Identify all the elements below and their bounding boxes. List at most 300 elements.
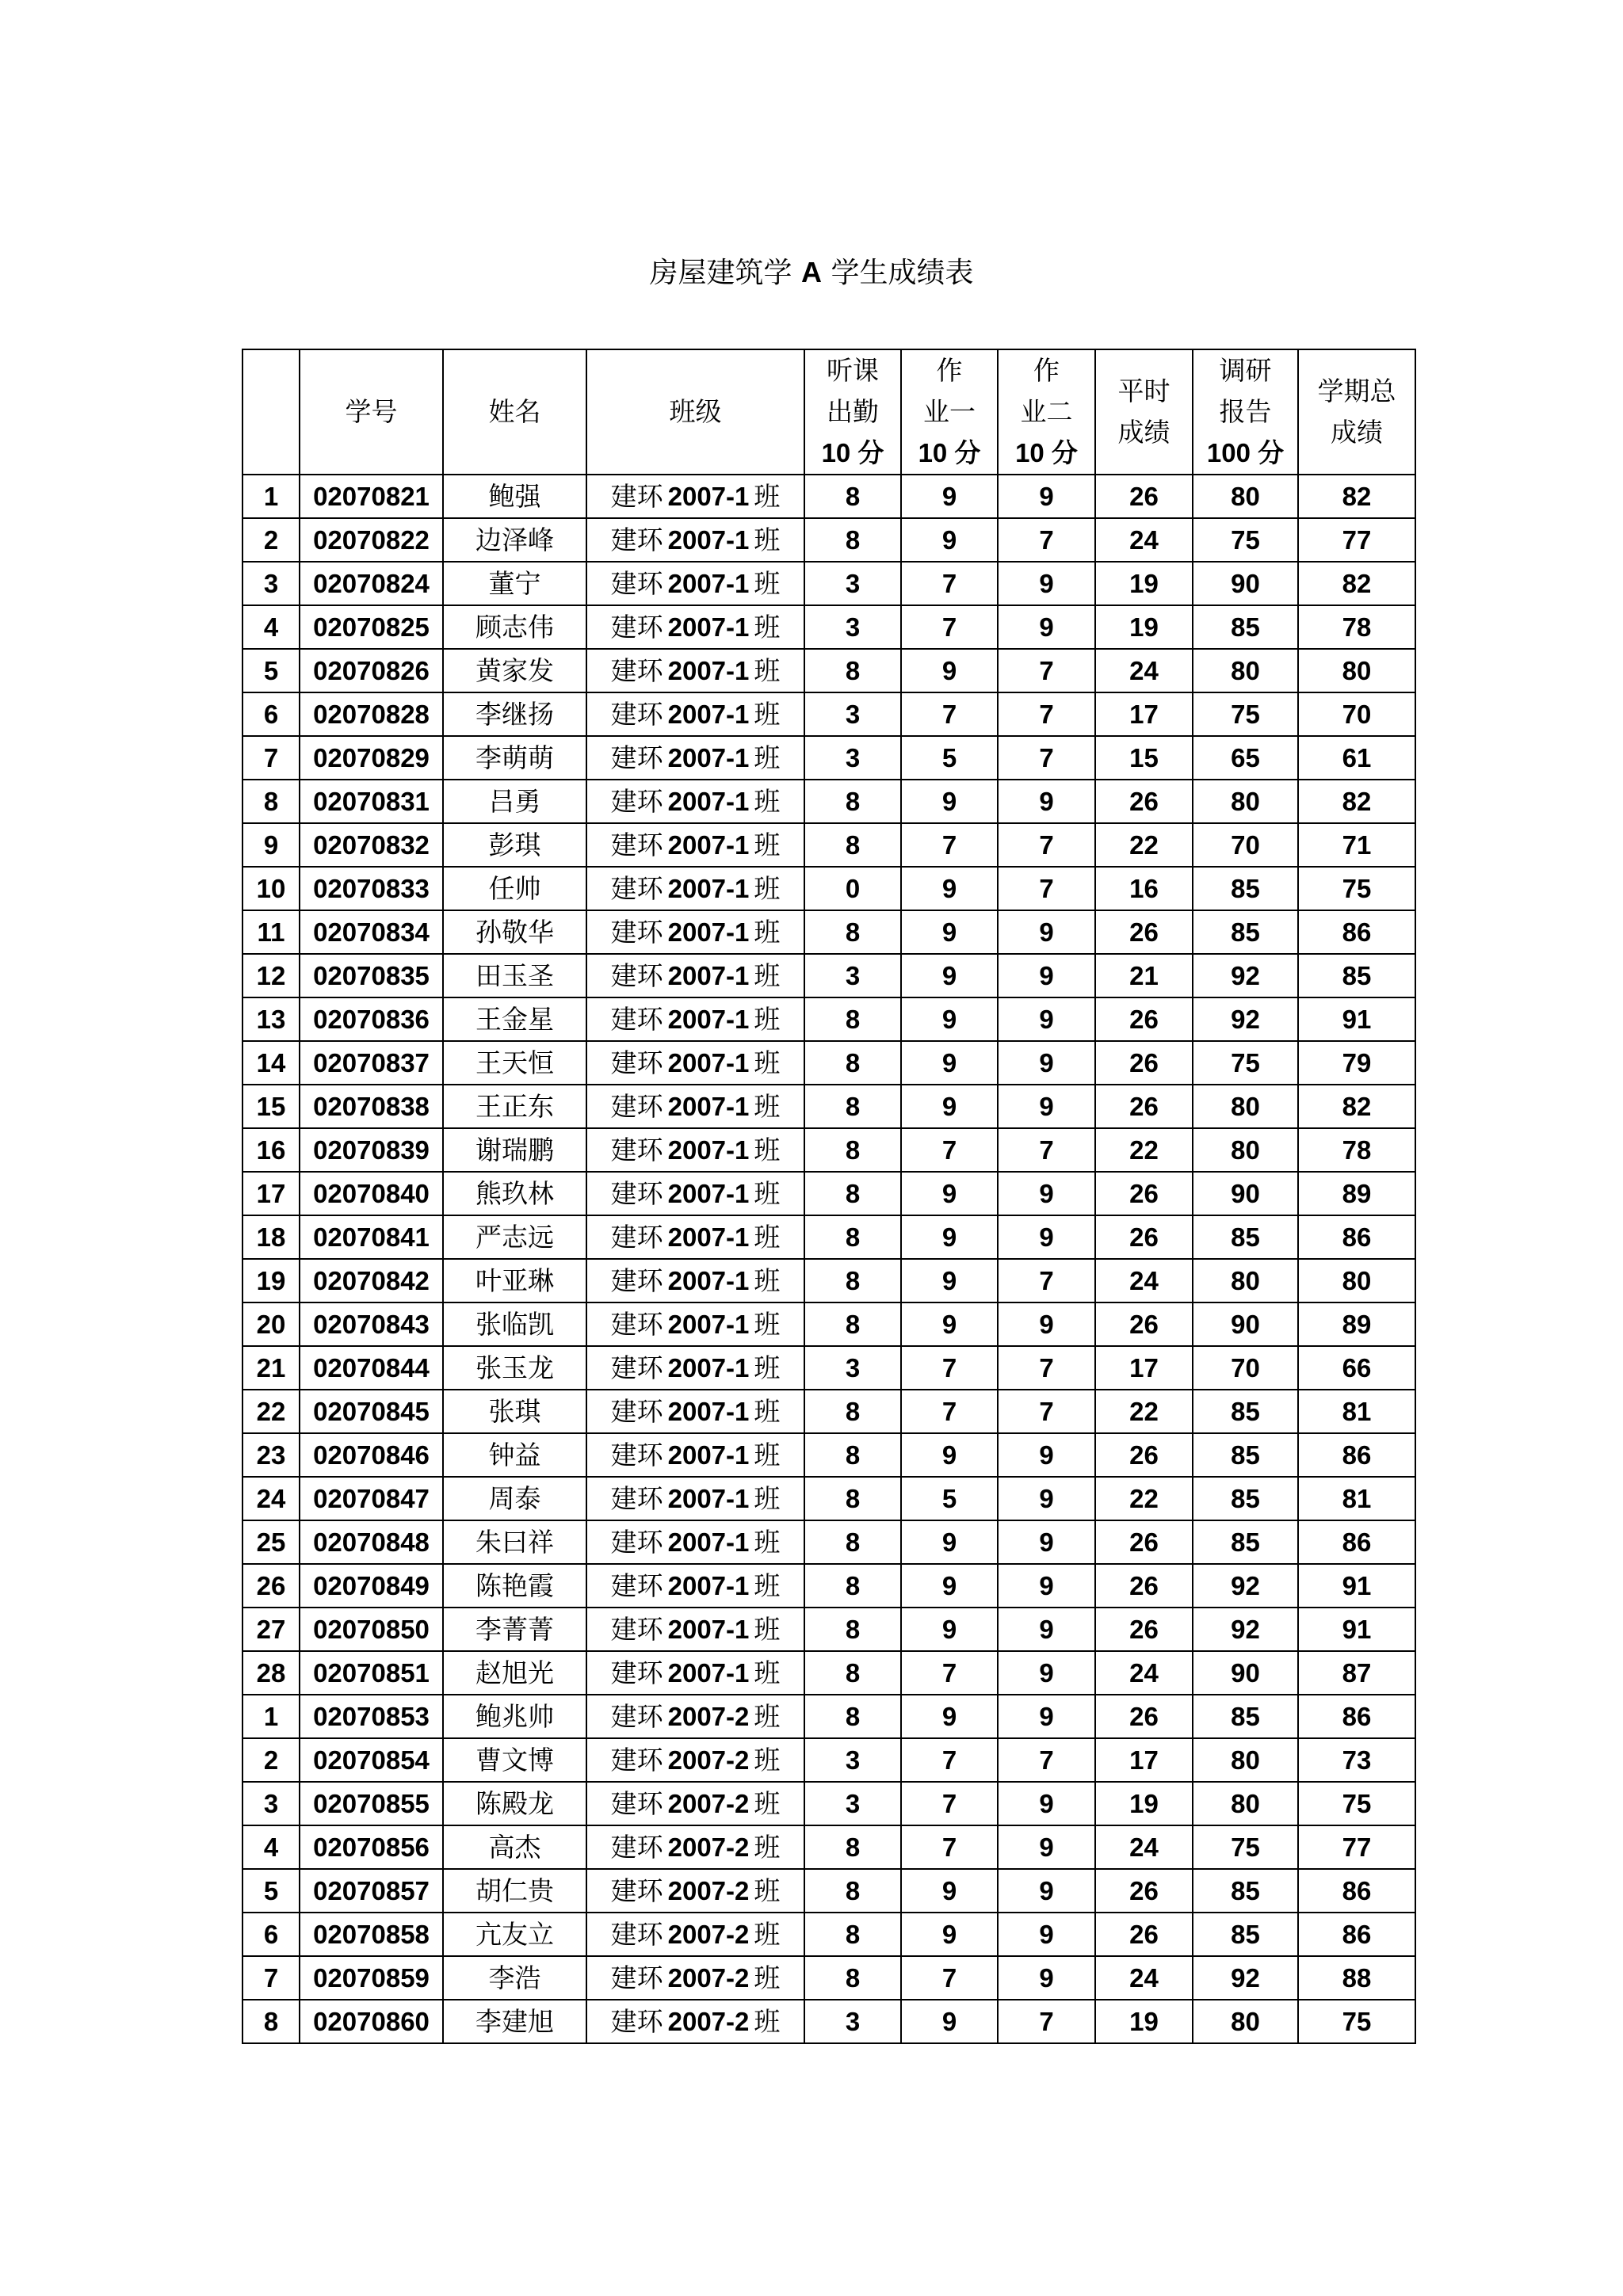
title-letter: A: [801, 256, 822, 288]
cell-homework-2: 7: [998, 1346, 1095, 1390]
cell-report-score: 90: [1193, 1302, 1298, 1346]
cell-attendance: 8: [804, 1172, 901, 1215]
cell-class: [586, 562, 804, 605]
cell-attendance: 3: [804, 562, 901, 605]
table-row: [242, 1302, 1415, 1346]
cell-homework-2: 7: [998, 736, 1095, 780]
class-suffix: 班: [754, 1832, 781, 1863]
cell-regular-score: 21: [1095, 954, 1193, 997]
header-homework-1-line: 业一: [923, 396, 976, 427]
cell-homework-1: 9: [901, 910, 998, 954]
cell-name: 李菁菁: [443, 1608, 586, 1651]
cell-regular-score: 26: [1095, 1869, 1193, 1913]
class-suffix: 班: [754, 481, 781, 512]
class-suffix: 班: [754, 1265, 781, 1296]
cell-student-id: 02070850: [300, 1608, 443, 1651]
class-prefix: 建环: [610, 699, 663, 730]
class-prefix: 建环: [610, 1527, 663, 1558]
cell-regular-score: 26: [1095, 1564, 1193, 1608]
cell-homework-1: 7: [901, 1782, 998, 1825]
table-row: [242, 1215, 1415, 1259]
cell-index: 4: [242, 605, 300, 649]
class-year: 2007-2: [667, 1920, 750, 1949]
class-prefix: 建环: [610, 1091, 663, 1122]
cell-final-score: 75: [1298, 867, 1415, 910]
cell-regular-score: 26: [1095, 997, 1193, 1041]
cell-report-score: 75: [1193, 518, 1298, 562]
cell-attendance: 8: [804, 1869, 901, 1913]
table-row: [242, 1128, 1415, 1172]
cell-report-score: 92: [1193, 954, 1298, 997]
cell-homework-2: 9: [998, 1913, 1095, 1956]
cell-regular-score: 26: [1095, 1172, 1193, 1215]
cell-index: 24: [242, 1477, 300, 1520]
cell-class: [586, 1738, 804, 1782]
cell-final-score: 71: [1298, 823, 1415, 867]
cell-homework-1: 7: [901, 605, 998, 649]
table-row: [242, 1913, 1415, 1956]
table-row: [242, 954, 1415, 997]
cell-homework-1: 7: [901, 1346, 998, 1390]
class-year: 2007-1: [667, 612, 750, 642]
cell-student-id: 02070825: [300, 605, 443, 649]
header-homework-1-line: 作: [936, 355, 963, 386]
cell-homework-2: 9: [998, 1608, 1095, 1651]
cell-final-score: 86: [1298, 910, 1415, 954]
class-year: 2007-1: [667, 482, 750, 511]
cell-index: 2: [242, 1738, 300, 1782]
cell-index: 15: [242, 1085, 300, 1128]
cell-name: 陈殿龙: [443, 1782, 586, 1825]
table-row: [242, 605, 1415, 649]
class-prefix: 建环: [610, 917, 663, 948]
header-report-score: [1193, 349, 1298, 475]
cell-class: [586, 1695, 804, 1738]
cell-attendance: 8: [804, 1608, 901, 1651]
class-prefix: 建环: [610, 524, 663, 555]
class-suffix: 班: [754, 1440, 781, 1470]
cell-homework-1: 9: [901, 1913, 998, 1956]
cell-homework-2: 7: [998, 649, 1095, 692]
table-row: [242, 1259, 1415, 1302]
class-year: 2007-2: [667, 1702, 750, 1731]
class-suffix: 班: [754, 1570, 781, 1601]
cell-class: [586, 1825, 804, 1869]
cell-final-score: 86: [1298, 1913, 1415, 1956]
table-row: [242, 1782, 1415, 1825]
table-row: [242, 736, 1415, 780]
cell-index: 3: [242, 562, 300, 605]
table-row: [242, 1738, 1415, 1782]
table-header-row: [242, 349, 1415, 475]
cell-student-id: 02070838: [300, 1085, 443, 1128]
cell-homework-1: 9: [901, 1608, 998, 1651]
class-prefix: 建环: [610, 1222, 663, 1253]
class-year: 2007-1: [667, 787, 750, 816]
cell-final-score: 78: [1298, 605, 1415, 649]
cell-homework-1: 7: [901, 692, 998, 736]
cell-homework-2: 9: [998, 1302, 1095, 1346]
cell-report-score: 85: [1193, 1913, 1298, 1956]
cell-final-score: 88: [1298, 1956, 1415, 2000]
cell-final-score: 81: [1298, 1477, 1415, 1520]
cell-report-score: 75: [1193, 692, 1298, 736]
cell-attendance: 8: [804, 1477, 901, 1520]
cell-class: [586, 1956, 804, 2000]
cell-index: 23: [242, 1433, 300, 1477]
cell-regular-score: 26: [1095, 475, 1193, 518]
cell-homework-1: 7: [901, 1128, 998, 1172]
cell-student-id: 02070858: [300, 1913, 443, 1956]
cell-regular-score: 26: [1095, 1041, 1193, 1085]
cell-attendance: 0: [804, 867, 901, 910]
table-row: [242, 1520, 1415, 1564]
class-year: 2007-1: [667, 1092, 750, 1121]
cell-index: 1: [242, 1695, 300, 1738]
cell-class: [586, 1913, 804, 1956]
cell-index: 21: [242, 1346, 300, 1390]
table-row: [242, 1956, 1415, 2000]
class-year: 2007-1: [667, 1440, 750, 1470]
cell-homework-2: 9: [998, 997, 1095, 1041]
class-year: 2007-1: [667, 1571, 750, 1600]
cell-index: 28: [242, 1651, 300, 1695]
header-regular-score-line: 平时: [1117, 376, 1170, 406]
cell-homework-2: 7: [998, 1390, 1095, 1433]
cell-final-score: 82: [1298, 1085, 1415, 1128]
class-year: 2007-1: [667, 874, 750, 903]
header-class-line: 班级: [669, 396, 722, 427]
cell-homework-1: 7: [901, 823, 998, 867]
class-year: 2007-1: [667, 917, 750, 947]
class-suffix: 班: [754, 960, 781, 991]
cell-final-score: 86: [1298, 1520, 1415, 1564]
page-title: [0, 252, 1623, 294]
cell-final-score: 85: [1298, 954, 1415, 997]
class-prefix: 建环: [610, 1919, 663, 1950]
cell-name: 董宁: [443, 562, 586, 605]
header-report-score-line: 100 分: [1206, 438, 1285, 467]
cell-student-id: 02070856: [300, 1825, 443, 1869]
cell-homework-1: 7: [901, 1390, 998, 1433]
cell-homework-2: 9: [998, 1215, 1095, 1259]
cell-name: 王正东: [443, 1085, 586, 1128]
cell-regular-score: 24: [1095, 1259, 1193, 1302]
class-suffix: 班: [754, 1788, 781, 1819]
class-prefix: 建环: [610, 1483, 663, 1514]
cell-homework-1: 9: [901, 1869, 998, 1913]
class-year: 2007-1: [667, 569, 750, 598]
cell-attendance: 3: [804, 736, 901, 780]
cell-index: 27: [242, 1608, 300, 1651]
cell-attendance: 8: [804, 1564, 901, 1608]
cell-regular-score: 26: [1095, 1302, 1193, 1346]
table-row: [242, 997, 1415, 1041]
cell-regular-score: 26: [1095, 910, 1193, 954]
cell-student-id: 02070841: [300, 1215, 443, 1259]
cell-final-score: 86: [1298, 1869, 1415, 1913]
cell-homework-2: 7: [998, 692, 1095, 736]
cell-name: 李萌萌: [443, 736, 586, 780]
class-prefix: 建环: [610, 1135, 663, 1165]
cell-class: [586, 1782, 804, 1825]
class-year: 2007-1: [667, 1222, 750, 1252]
cell-index: 9: [242, 823, 300, 867]
cell-attendance: 8: [804, 1390, 901, 1433]
cell-class: [586, 780, 804, 823]
cell-student-id: 02070854: [300, 1738, 443, 1782]
cell-report-score: 80: [1193, 1782, 1298, 1825]
cell-homework-1: 7: [901, 1738, 998, 1782]
class-year: 2007-1: [667, 830, 750, 860]
class-year: 2007-2: [667, 2007, 750, 2036]
cell-homework-1: 9: [901, 518, 998, 562]
class-suffix: 班: [754, 612, 781, 643]
cell-attendance: 8: [804, 1956, 901, 2000]
cell-class: [586, 2000, 804, 2043]
cell-class: [586, 1346, 804, 1390]
cell-attendance: 8: [804, 1085, 901, 1128]
class-year: 2007-1: [667, 1397, 750, 1426]
cell-regular-score: 22: [1095, 1128, 1193, 1172]
cell-student-id: 02070857: [300, 1869, 443, 1913]
cell-class: [586, 1608, 804, 1651]
cell-report-score: 70: [1193, 823, 1298, 867]
class-suffix: 班: [754, 1352, 781, 1383]
cell-report-score: 80: [1193, 1259, 1298, 1302]
cell-name: 黄家发: [443, 649, 586, 692]
cell-report-score: 85: [1193, 1477, 1298, 1520]
class-year: 2007-1: [667, 1179, 750, 1208]
cell-homework-2: 7: [998, 823, 1095, 867]
cell-student-id: 02070839: [300, 1128, 443, 1172]
class-prefix: 建环: [610, 1745, 663, 1775]
cell-report-score: 92: [1193, 997, 1298, 1041]
cell-final-score: 75: [1298, 1782, 1415, 1825]
cell-homework-1: 9: [901, 1085, 998, 1128]
header-final-score: [1298, 349, 1415, 475]
cell-homework-1: 9: [901, 954, 998, 997]
cell-homework-2: 9: [998, 1695, 1095, 1738]
cell-name: 胡仁贵: [443, 1869, 586, 1913]
table-row: [242, 910, 1415, 954]
cell-regular-score: 15: [1095, 736, 1193, 780]
cell-student-id: 02070821: [300, 475, 443, 518]
cell-student-id: 02070824: [300, 562, 443, 605]
class-suffix: 班: [754, 1309, 781, 1340]
table-row: [242, 1651, 1415, 1695]
class-suffix: 班: [754, 1875, 781, 1906]
cell-class: [586, 954, 804, 997]
cell-class: [586, 1041, 804, 1085]
class-suffix: 班: [754, 655, 781, 686]
cell-report-score: 85: [1193, 1390, 1298, 1433]
cell-index: 25: [242, 1520, 300, 1564]
class-prefix: 建环: [610, 2006, 663, 2037]
cell-report-score: 80: [1193, 780, 1298, 823]
cell-attendance: 3: [804, 2000, 901, 2043]
cell-report-score: 80: [1193, 649, 1298, 692]
cell-homework-1: 9: [901, 2000, 998, 2043]
cell-name: 鲍强: [443, 475, 586, 518]
cell-final-score: 70: [1298, 692, 1415, 736]
class-prefix: 建环: [610, 655, 663, 686]
header-homework-2-line: 10 分: [1015, 438, 1078, 467]
cell-student-id: 02070829: [300, 736, 443, 780]
cell-homework-2: 7: [998, 867, 1095, 910]
cell-homework-1: 9: [901, 1041, 998, 1085]
cell-report-score: 92: [1193, 1564, 1298, 1608]
cell-report-score: 80: [1193, 2000, 1298, 2043]
cell-student-id: 02070836: [300, 997, 443, 1041]
class-year: 2007-1: [667, 1484, 750, 1513]
cell-student-id: 02070835: [300, 954, 443, 997]
cell-regular-score: 19: [1095, 1782, 1193, 1825]
cell-homework-2: 9: [998, 954, 1095, 997]
cell-regular-score: 19: [1095, 605, 1193, 649]
class-suffix: 班: [754, 786, 781, 817]
cell-regular-score: 26: [1095, 1085, 1193, 1128]
cell-index: 2: [242, 518, 300, 562]
table-row: [242, 1172, 1415, 1215]
cell-class: [586, 867, 804, 910]
class-year: 2007-1: [667, 1048, 750, 1077]
cell-student-id: 02070831: [300, 780, 443, 823]
cell-class: [586, 1390, 804, 1433]
class-suffix: 班: [754, 1962, 781, 1993]
class-year: 2007-1: [667, 525, 750, 555]
cell-homework-2: 9: [998, 605, 1095, 649]
cell-index: 26: [242, 1564, 300, 1608]
cell-attendance: 8: [804, 1259, 901, 1302]
cell-regular-score: 26: [1095, 780, 1193, 823]
cell-regular-score: 22: [1095, 1390, 1193, 1433]
header-student-id-line: 学号: [345, 396, 398, 427]
cell-attendance: 8: [804, 475, 901, 518]
class-suffix: 班: [754, 568, 781, 599]
cell-attendance: 3: [804, 692, 901, 736]
cell-attendance: 3: [804, 605, 901, 649]
cell-regular-score: 26: [1095, 1215, 1193, 1259]
cell-regular-score: 26: [1095, 1695, 1193, 1738]
cell-final-score: 86: [1298, 1215, 1415, 1259]
cell-regular-score: 17: [1095, 692, 1193, 736]
cell-class: [586, 1651, 804, 1695]
cell-class: [586, 1302, 804, 1346]
class-year: 2007-1: [667, 1135, 750, 1165]
cell-class: [586, 1215, 804, 1259]
cell-student-id: 02070826: [300, 649, 443, 692]
cell-report-score: 85: [1193, 1869, 1298, 1913]
class-prefix: 建环: [610, 873, 663, 904]
class-year: 2007-1: [667, 1005, 750, 1034]
cell-student-id: 02070828: [300, 692, 443, 736]
cell-report-score: 85: [1193, 867, 1298, 910]
class-year: 2007-1: [667, 656, 750, 685]
cell-homework-1: 9: [901, 1259, 998, 1302]
cell-homework-2: 9: [998, 1085, 1095, 1128]
cell-homework-2: 7: [998, 1738, 1095, 1782]
cell-student-id: 02070822: [300, 518, 443, 562]
header-index: [242, 349, 300, 475]
cell-homework-1: 9: [901, 1433, 998, 1477]
cell-homework-2: 7: [998, 1128, 1095, 1172]
table-row: [242, 1477, 1415, 1520]
cell-attendance: 8: [804, 823, 901, 867]
class-year: 2007-1: [667, 1615, 750, 1644]
class-year: 2007-1: [667, 1658, 750, 1688]
cell-regular-score: 22: [1095, 823, 1193, 867]
cell-final-score: 79: [1298, 1041, 1415, 1085]
cell-attendance: 3: [804, 954, 901, 997]
class-prefix: 建环: [610, 1875, 663, 1906]
class-year: 2007-1: [667, 1310, 750, 1339]
cell-student-id: 02070832: [300, 823, 443, 867]
header-class: [586, 349, 804, 475]
class-suffix: 班: [754, 1483, 781, 1514]
cell-regular-score: 26: [1095, 1433, 1193, 1477]
class-prefix: 建环: [610, 1657, 663, 1688]
cell-homework-2: 9: [998, 562, 1095, 605]
cell-class: [586, 1477, 804, 1520]
cell-name: 孙敬华: [443, 910, 586, 954]
cell-attendance: 8: [804, 1520, 901, 1564]
cell-regular-score: 24: [1095, 1956, 1193, 2000]
table-row: [242, 1608, 1415, 1651]
cell-attendance: 3: [804, 1346, 901, 1390]
class-year: 2007-1: [667, 700, 750, 729]
cell-class: [586, 1128, 804, 1172]
cell-name: 熊玖林: [443, 1172, 586, 1215]
header-report-score-line: 调研: [1219, 355, 1272, 386]
cell-homework-1: 7: [901, 1825, 998, 1869]
cell-homework-2: 9: [998, 1825, 1095, 1869]
cell-final-score: 77: [1298, 518, 1415, 562]
table-row: [242, 1041, 1415, 1085]
header-homework-2-line: 作: [1033, 355, 1060, 386]
cell-final-score: 81: [1298, 1390, 1415, 1433]
cell-homework-1: 5: [901, 1477, 998, 1520]
cell-homework-1: 9: [901, 997, 998, 1041]
cell-homework-1: 7: [901, 1956, 998, 2000]
cell-index: 6: [242, 1913, 300, 1956]
cell-class: [586, 649, 804, 692]
cell-name: 王天恒: [443, 1041, 586, 1085]
class-suffix: 班: [754, 1701, 781, 1732]
cell-attendance: 8: [804, 1041, 901, 1085]
cell-report-score: 85: [1193, 1520, 1298, 1564]
header-name-line: 姓名: [488, 396, 541, 427]
cell-regular-score: 24: [1095, 518, 1193, 562]
cell-student-id: 02070860: [300, 2000, 443, 2043]
table-row: [242, 867, 1415, 910]
cell-class: [586, 736, 804, 780]
cell-attendance: 8: [804, 1825, 901, 1869]
cell-homework-2: 9: [998, 1782, 1095, 1825]
cell-name: 任帅: [443, 867, 586, 910]
class-year: 2007-1: [667, 961, 750, 990]
table-row: [242, 780, 1415, 823]
cell-homework-1: 9: [901, 1520, 998, 1564]
class-year: 2007-2: [667, 1833, 750, 1862]
cell-report-score: 80: [1193, 475, 1298, 518]
class-suffix: 班: [754, 1657, 781, 1688]
cell-class: [586, 1172, 804, 1215]
cell-name: 朱曰祥: [443, 1520, 586, 1564]
cell-final-score: 78: [1298, 1128, 1415, 1172]
class-year: 2007-1: [667, 743, 750, 772]
cell-attendance: 8: [804, 1128, 901, 1172]
